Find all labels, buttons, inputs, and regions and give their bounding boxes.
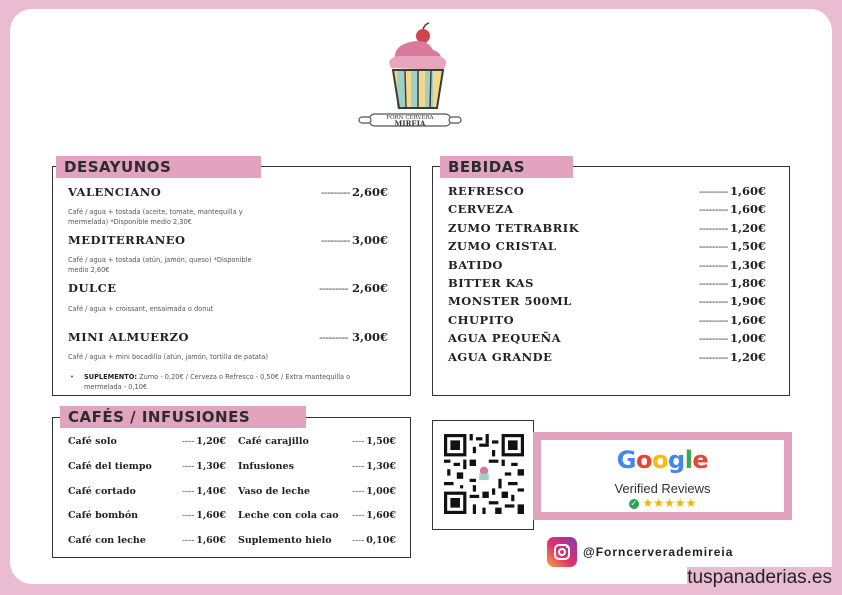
menu-item <box>68 281 388 295</box>
logo-line1: FORN CERVERA <box>386 115 434 121</box>
leader-dots: --------- <box>699 240 728 254</box>
leader-dots: --------- <box>321 186 350 199</box>
reviews-banner[interactable] <box>533 432 792 520</box>
item-name: AGUA PEQUEÑA <box>448 331 562 346</box>
item-name: Café solo <box>68 436 117 447</box>
item-price: 1,20€ <box>729 220 766 235</box>
cafe-item <box>68 436 226 447</box>
google-logo <box>541 446 784 474</box>
item-price: 1,80€ <box>729 276 766 290</box>
item-price: 0,10€ <box>366 535 396 547</box>
item-name: Café carajillo <box>238 436 309 447</box>
bullet-icon: • <box>70 373 74 381</box>
leader-dots: --------- <box>319 331 348 344</box>
cafe-item <box>68 535 226 546</box>
menu-item <box>448 276 766 290</box>
item-price: 1,90€ <box>729 294 766 309</box>
item-name: MONSTER 500ML <box>448 294 572 309</box>
cafe-item <box>238 486 396 497</box>
leader-dots: --------- <box>699 295 728 309</box>
item-name: AGUA GRANDE <box>448 349 553 364</box>
item-name: Vaso de leche <box>238 485 311 497</box>
leader-dots: --------- <box>699 277 728 290</box>
item-price: 1,50€ <box>366 436 396 447</box>
item-price: 1,30€ <box>196 460 226 472</box>
logo-line2: MIREIA <box>394 119 426 128</box>
item-description: Café / agua + tostada (aceite, tomate, mantequilla y mermelada) *Disponible medio 2,30€ <box>68 208 243 226</box>
item-price: 1,60€ <box>729 184 766 198</box>
item-name: Suplemento hielo <box>238 535 332 547</box>
item-name: Café bombón <box>68 510 139 522</box>
leader-dots: --------- <box>699 258 728 272</box>
cafes-title: CAFÉS / INFUSIONES <box>60 406 306 428</box>
cafe-item <box>238 461 396 472</box>
leader-dots: --------- <box>319 282 348 295</box>
item-price: 3,00€ <box>351 330 388 344</box>
leader-dots: ---- <box>182 536 195 547</box>
leader-dots: --------- <box>699 203 728 217</box>
item-name: CHUPITO <box>448 312 515 327</box>
leader-dots: ---- <box>182 511 195 522</box>
cafe-item <box>238 510 396 521</box>
instagram-handle[interactable]: @Forncerverademireia <box>583 545 734 559</box>
item-description: Café / agua + mini bocadillo (atún, jamón, tortilla de patata) <box>68 353 269 361</box>
verified-reviews-label: Verified Reviews <box>614 481 711 496</box>
item-price: 1,30€ <box>366 460 396 472</box>
item-name: Infusiones <box>238 460 294 472</box>
leader-dots: ---- <box>352 461 365 472</box>
leader-dots: --------- <box>699 185 728 198</box>
reviews-badge <box>541 440 784 512</box>
item-price: 2,60€ <box>351 185 388 199</box>
star-icons: ★★★★★ <box>642 496 697 510</box>
item-price: 1,00€ <box>729 331 766 346</box>
cafe-item <box>68 486 226 497</box>
suplemento-text: Zumo - 0,20€ / Cerveza o Refresco - 0,50€ / Extra mantequilla o mermelada - 0,10€ <box>84 373 351 391</box>
leader-dots: --------- <box>321 234 350 247</box>
item-name: REFRESCO <box>448 184 525 198</box>
leader-dots: --------- <box>699 313 728 327</box>
qr-code-icon <box>444 434 524 514</box>
menu-item <box>448 313 766 327</box>
item-name: MINI ALMUERZO <box>68 330 190 344</box>
menu-item <box>68 233 388 247</box>
rating-stars <box>541 496 784 510</box>
cafe-item <box>238 436 396 447</box>
cupcake-logo-icon <box>355 22 465 132</box>
item-name: ZUMO CRISTAL <box>448 239 557 254</box>
item-name: BITTER KAS <box>448 276 534 290</box>
leader-dots: ---- <box>352 536 365 547</box>
item-name: ZUMO TETRABRIK <box>448 220 580 235</box>
leader-dots: --------- <box>699 350 728 364</box>
item-price: 1,60€ <box>729 312 766 327</box>
menu-item <box>448 331 766 345</box>
logo <box>355 22 465 132</box>
item-name: Café cortado <box>68 485 136 497</box>
suplemento-note <box>70 372 370 392</box>
item-name: VALENCIANO <box>68 185 162 199</box>
item-name: CERVEZA <box>448 202 514 217</box>
item-price: 1,20€ <box>729 349 766 364</box>
qr-code[interactable] <box>444 434 524 514</box>
item-price: 1,30€ <box>729 257 766 272</box>
item-price: 1,20€ <box>196 436 226 447</box>
menu-item <box>448 294 766 308</box>
cafe-item <box>68 461 226 472</box>
menu-item <box>448 202 766 216</box>
leader-dots: ---- <box>182 486 195 497</box>
leader-dots: ---- <box>182 461 195 472</box>
menu-item <box>68 185 388 199</box>
bebidas-title: BEBIDAS <box>440 156 573 178</box>
check-badge-icon: ✓ <box>630 499 638 508</box>
menu-item <box>448 350 766 364</box>
item-name: Leche con cola cao <box>238 510 339 522</box>
item-price: 1,00€ <box>366 485 396 497</box>
leader-dots: ---- <box>352 511 365 522</box>
item-name: Café con leche <box>68 535 146 547</box>
menu-item <box>448 221 766 235</box>
cafe-item <box>238 535 396 546</box>
leader-dots: ---- <box>352 486 365 497</box>
leader-dots: --------- <box>699 332 728 346</box>
item-name: DULCE <box>68 281 117 295</box>
item-name: MEDITERRANEO <box>68 233 186 247</box>
item-price: 1,40€ <box>196 485 226 497</box>
item-name: BATIDO <box>448 257 503 272</box>
watermark: tuspanaderias.es <box>687 567 832 588</box>
item-price: 1,60€ <box>196 535 226 547</box>
item-price: 1,60€ <box>366 510 396 522</box>
item-price: 1,60€ <box>729 202 766 217</box>
desayunos-title: DESAYUNOS <box>56 156 261 178</box>
item-price: 2,60€ <box>351 281 388 295</box>
google-wordmark: Google <box>616 446 709 474</box>
item-price: 1,60€ <box>196 510 226 522</box>
cafe-item <box>68 510 226 521</box>
leader-dots: ---- <box>352 437 365 447</box>
menu-item <box>448 258 766 272</box>
leader-dots: ---- <box>182 437 195 447</box>
menu-item <box>448 184 766 198</box>
menu-item <box>68 330 388 344</box>
item-price: 3,00€ <box>351 233 388 247</box>
item-name: Café del tiempo <box>68 460 152 472</box>
leader-dots: --------- <box>699 221 728 235</box>
item-description: Café / agua + tostada (atún, jamón, queso) *Disponible medio 2,60€ <box>68 256 252 274</box>
suplemento-label: SUPLEMENTO: <box>84 373 137 381</box>
item-description: Café / agua + croissant, ensaimada o donut <box>68 305 214 313</box>
item-price: 1,50€ <box>729 239 766 254</box>
menu-item <box>448 239 766 253</box>
instagram-icon[interactable] <box>547 537 577 567</box>
